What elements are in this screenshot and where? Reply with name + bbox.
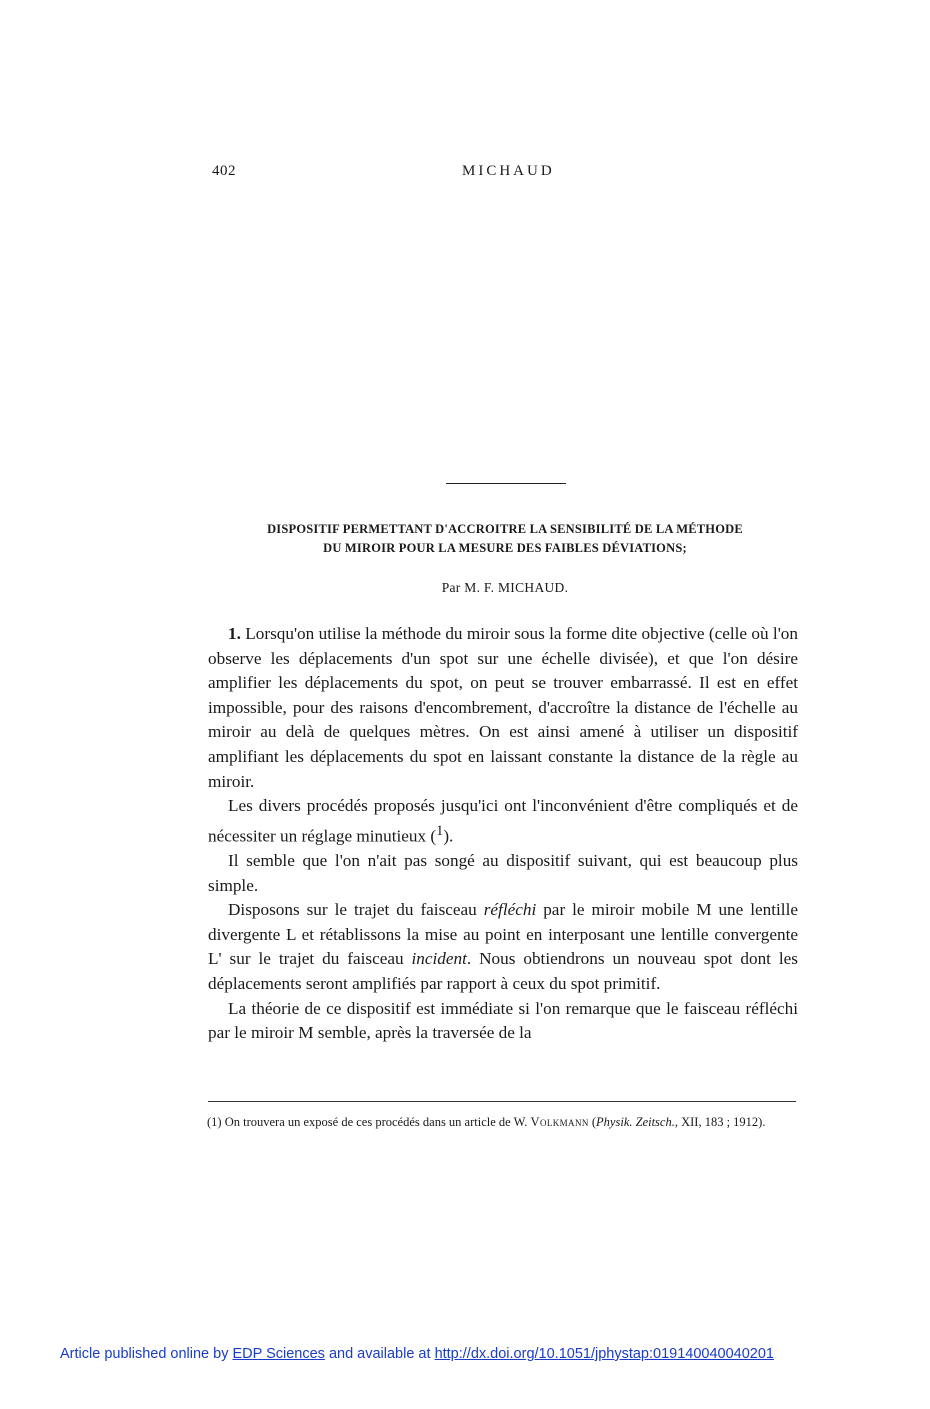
article-title-line-1: DISPOSITIF PERMETTANT D'ACCROITRE LA SENSIBILITÉ DE LA MÉTHODE (267, 522, 743, 536)
paragraph-5: La théorie de ce dispositif est immédiate si l'on remarque que le faisceau réfléchi par le miroir M semble, après la traversée de la (208, 998, 798, 1043)
emphasis-reflechi: réfléchi (483, 900, 537, 920)
footnote-marker: (1) (207, 1115, 222, 1129)
footnote-journal: Physik. Zeitsch. (596, 1115, 675, 1129)
section-number: 1. (228, 624, 241, 643)
paragraph-1 (208, 622, 798, 794)
footnote-text-b: ( (588, 1115, 597, 1129)
emphasis-incident: incident (411, 949, 467, 969)
article-title (200, 520, 810, 558)
footnote-divider (208, 1101, 796, 1102)
running-head: MICHAUD (462, 163, 555, 179)
footnote-author: Volkmann (530, 1115, 589, 1129)
paragraph-2-text: Les divers procédés proposés jusqu'ici ont l'inconvénient d'être compliqués et de nécessiter un réglage minutieux ( (208, 796, 798, 846)
byline: Par M. F. MICHAUD. (441, 580, 569, 595)
paragraph-2 (208, 794, 798, 849)
banner-prefix: Article published online by (60, 1346, 233, 1362)
paragraph-1-text: Lorsqu'on utilise la méthode du miroir sous la forme dite objective (celle où l'on observe les déplacements d'un spot sur une échelle divisée), et que l'on désire amplifier les déplacements du spot, on peut se trouver embarrassé. Il est en effet impossible, pour des raisons d'encombrement, d'accroître la distance de l'échelle au miroir au delà de quelques mètres. On est ainsi amené à utiliser un dispositif amplifiant les déplacements du spot en laissant constante la distance de la règle au miroir. (208, 624, 798, 791)
footnote-reference[interactable]: 1 (436, 822, 444, 839)
paragraph-4-a: Disposons sur le trajet du faisceau (228, 900, 484, 920)
footnote (203, 1114, 795, 1131)
footnote-text-c: , XII, 183 ; 1912). (674, 1115, 766, 1129)
banner-middle: and available at (324, 1346, 435, 1362)
footnote-text-a: On trouvera un exposé de ces procédés dans un article de W. (221, 1115, 531, 1129)
paragraph-3: Il semble que l'on n'ait pas songé au dispositif suivant, qui est beaucoup plus simple. (208, 851, 798, 895)
doi-link[interactable]: http://dx.doi.org/10.1051/jphystap:019140040040201 (434, 1346, 774, 1362)
paragraph-4 (208, 898, 798, 996)
paragraph-4-c: . Nous obtiendrons un nouveau spot dont les déplacements seront amplifiés par rapport à ceux du spot primitif. (208, 949, 798, 994)
article-title-line-2: DU MIROIR POUR LA MESURE DES FAIBLES DÉVIATIONS; (323, 541, 687, 555)
publisher-link[interactable]: EDP Sciences (232, 1346, 325, 1362)
article-body (208, 622, 798, 1046)
publisher-banner (60, 1346, 880, 1362)
paragraph-4-b: par le miroir mobile M une lentille divergente L et rétablissons la mise au point en interposant une lentille convergente L' sur le trajet du faisceau (208, 900, 798, 969)
page-number: 402 (212, 163, 236, 179)
paragraph-2-end: ). (443, 826, 454, 846)
title-divider (446, 483, 566, 484)
